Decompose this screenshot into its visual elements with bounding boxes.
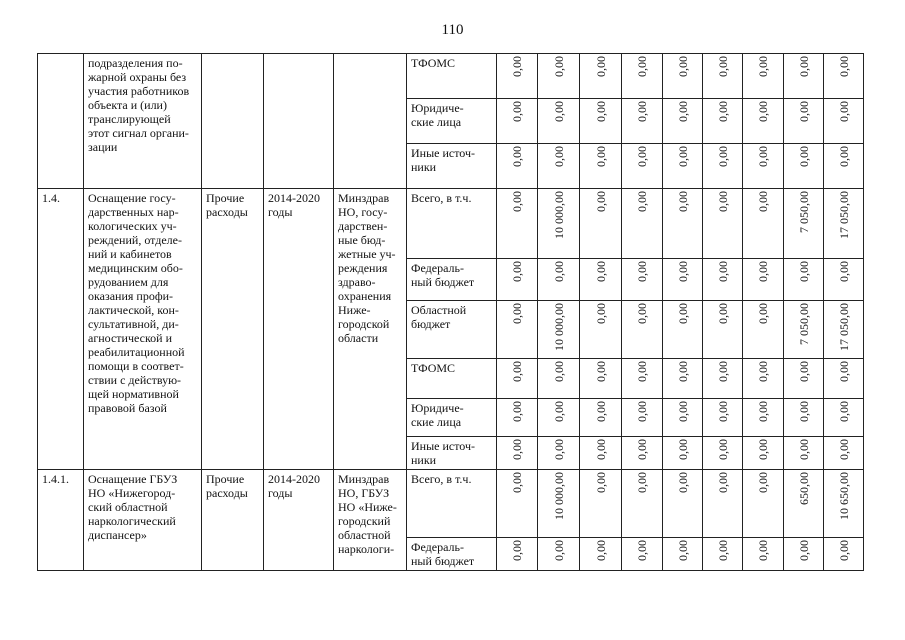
amount-cell bbox=[824, 470, 864, 538]
amount-cell bbox=[784, 189, 824, 259]
amount-value: 0,00 bbox=[635, 261, 649, 282]
expense-type-text: Прочие расходы bbox=[206, 191, 248, 219]
funding-source-text: Федераль- ный бюджет bbox=[411, 540, 475, 568]
amount-value: 650,00 bbox=[796, 472, 811, 505]
amount-value: 0,00 bbox=[836, 101, 851, 122]
amount-value: 0,00 bbox=[836, 401, 851, 422]
amount-value: 0,00 bbox=[593, 361, 608, 382]
funding-source-text: Иные источ- ники bbox=[411, 439, 476, 467]
amount-value: 0,00 bbox=[756, 191, 770, 212]
amount-cell bbox=[538, 437, 580, 470]
amount-value: 0,00 bbox=[593, 101, 608, 122]
funding-source-text: Иные источ- ники bbox=[411, 146, 476, 174]
amount-value: 0,00 bbox=[675, 146, 690, 167]
amount-cell bbox=[743, 399, 784, 437]
amount-value: 0,00 bbox=[715, 56, 730, 77]
funding-source-text: Юридиче- ские лица bbox=[411, 401, 464, 429]
table-row bbox=[38, 189, 864, 259]
amount-value: 0,00 bbox=[510, 146, 524, 167]
funding-source bbox=[407, 189, 497, 259]
funding-source bbox=[407, 399, 497, 437]
amount-value: 0,00 bbox=[510, 401, 524, 422]
measure-name bbox=[84, 189, 202, 470]
amount-cell bbox=[622, 189, 663, 259]
amount-value: 0,00 bbox=[836, 56, 851, 77]
amount-value: 0,00 bbox=[675, 101, 690, 122]
amount-value: 0,00 bbox=[715, 261, 730, 282]
amount-cell bbox=[622, 437, 663, 470]
amount-cell bbox=[538, 54, 580, 99]
amount-cell bbox=[622, 470, 663, 538]
period-text: 2014-2020 годы bbox=[268, 472, 320, 500]
amount-cell bbox=[538, 99, 580, 144]
amount-value: 0,00 bbox=[510, 361, 524, 382]
budget-table bbox=[37, 53, 864, 571]
amount-cell bbox=[497, 189, 538, 259]
amount-value: 0,00 bbox=[510, 101, 524, 122]
amount-value: 0,00 bbox=[756, 101, 770, 122]
amount-value: 0,00 bbox=[593, 472, 608, 493]
amount-cell bbox=[703, 259, 743, 301]
amount-cell bbox=[580, 99, 622, 144]
amount-cell bbox=[663, 189, 703, 259]
amount-value: 0,00 bbox=[796, 261, 811, 282]
amount-cell bbox=[497, 399, 538, 437]
amount-cell bbox=[538, 470, 580, 538]
amount-value: 0,00 bbox=[756, 540, 770, 561]
amount-value: 0,00 bbox=[635, 146, 649, 167]
amount-cell bbox=[497, 538, 538, 571]
amount-value: 10 000,00 bbox=[551, 472, 566, 520]
amount-cell bbox=[538, 301, 580, 359]
executor bbox=[334, 470, 407, 571]
amount-value: 0,00 bbox=[551, 146, 566, 167]
amount-value: 0,00 bbox=[756, 472, 770, 493]
amount-value: 10 000,00 bbox=[551, 191, 566, 239]
measure-name bbox=[84, 470, 202, 571]
amount-value: 0,00 bbox=[675, 439, 690, 460]
amount-value: 0,00 bbox=[675, 361, 690, 382]
amount-value: 0,00 bbox=[675, 472, 690, 493]
amount-value: 0,00 bbox=[510, 191, 524, 212]
amount-cell bbox=[703, 538, 743, 571]
amount-value: 0,00 bbox=[836, 361, 851, 382]
amount-value: 0,00 bbox=[635, 56, 649, 77]
amount-value: 0,00 bbox=[715, 401, 730, 422]
amount-value: 0,00 bbox=[715, 540, 730, 561]
funding-source-text: Федераль- ный бюджет bbox=[411, 261, 475, 289]
amount-value: 0,00 bbox=[675, 401, 690, 422]
amount-cell bbox=[784, 54, 824, 99]
amount-cell bbox=[663, 538, 703, 571]
funding-source-text: Юридиче- ские лица bbox=[411, 101, 464, 129]
amount-value: 0,00 bbox=[796, 361, 811, 382]
amount-cell bbox=[580, 437, 622, 470]
amount-cell bbox=[824, 538, 864, 571]
funding-source bbox=[407, 437, 497, 470]
amount-value: 0,00 bbox=[836, 146, 851, 167]
amount-cell bbox=[743, 189, 784, 259]
table-row bbox=[38, 54, 864, 99]
amount-value: 0,00 bbox=[510, 540, 524, 561]
amount-cell bbox=[824, 399, 864, 437]
amount-cell bbox=[663, 359, 703, 399]
amount-value: 0,00 bbox=[715, 439, 730, 460]
amount-cell bbox=[824, 144, 864, 189]
amount-value: 0,00 bbox=[635, 303, 649, 324]
amount-value: 0,00 bbox=[635, 101, 649, 122]
amount-value: 0,00 bbox=[675, 303, 690, 324]
amount-value: 0,00 bbox=[593, 56, 608, 77]
amount-cell bbox=[703, 359, 743, 399]
amount-value: 0,00 bbox=[796, 540, 811, 561]
funding-source bbox=[407, 144, 497, 189]
amount-cell bbox=[703, 54, 743, 99]
amount-value: 0,00 bbox=[635, 472, 649, 493]
amount-cell bbox=[622, 54, 663, 99]
amount-cell bbox=[663, 259, 703, 301]
funding-source-text: ТФОМС bbox=[411, 361, 456, 375]
amount-cell bbox=[497, 259, 538, 301]
amount-value: 0,00 bbox=[756, 361, 770, 382]
amount-value: 0,00 bbox=[551, 361, 566, 382]
amount-cell bbox=[784, 538, 824, 571]
amount-value: 0,00 bbox=[675, 191, 690, 212]
funding-source bbox=[407, 470, 497, 538]
amount-cell bbox=[497, 470, 538, 538]
amount-cell bbox=[824, 437, 864, 470]
amount-cell bbox=[703, 99, 743, 144]
amount-cell bbox=[703, 437, 743, 470]
amount-cell bbox=[743, 359, 784, 399]
amount-cell bbox=[580, 538, 622, 571]
amount-cell bbox=[580, 301, 622, 359]
amount-value: 10 650,00 bbox=[836, 472, 851, 520]
row-number bbox=[38, 54, 84, 189]
amount-cell bbox=[580, 144, 622, 189]
amount-cell bbox=[622, 399, 663, 437]
funding-source bbox=[407, 54, 497, 99]
amount-value: 17 050,00 bbox=[836, 303, 851, 351]
amount-cell bbox=[784, 259, 824, 301]
amount-cell bbox=[784, 301, 824, 359]
amount-cell bbox=[497, 54, 538, 99]
period-text: 2014-2020 годы bbox=[268, 191, 320, 219]
amount-cell bbox=[703, 399, 743, 437]
amount-value: 0,00 bbox=[675, 540, 690, 561]
amount-cell bbox=[784, 437, 824, 470]
amount-cell bbox=[824, 54, 864, 99]
row-number bbox=[38, 189, 84, 470]
amount-cell bbox=[622, 301, 663, 359]
amount-value: 0,00 bbox=[593, 540, 608, 561]
amount-value: 0,00 bbox=[593, 303, 608, 324]
amount-value: 0,00 bbox=[715, 361, 730, 382]
amount-cell bbox=[703, 470, 743, 538]
amount-cell bbox=[824, 359, 864, 399]
amount-cell bbox=[743, 54, 784, 99]
amount-value: 0,00 bbox=[593, 261, 608, 282]
funding-source bbox=[407, 359, 497, 399]
executor-text: Минздрав НО, ГБУЗ НО «Ниже- городский областной наркологи- bbox=[338, 472, 397, 556]
amount-value: 0,00 bbox=[551, 540, 566, 561]
amount-cell bbox=[622, 144, 663, 189]
funding-source-text: ТФОМС bbox=[411, 56, 456, 70]
amount-value: 0,00 bbox=[796, 101, 811, 122]
amount-cell bbox=[622, 259, 663, 301]
amount-cell bbox=[580, 470, 622, 538]
funding-source bbox=[407, 99, 497, 144]
amount-value: 0,00 bbox=[593, 401, 608, 422]
amount-value: 0,00 bbox=[635, 439, 649, 460]
amount-value: 7 050,00 bbox=[796, 191, 811, 233]
amount-cell bbox=[497, 99, 538, 144]
amount-cell bbox=[663, 99, 703, 144]
funding-source bbox=[407, 538, 497, 571]
measure-name-text: подразделения по- жарной охраны без участия работников объекта и (или) транслирующей этот сигнал органи- зации bbox=[88, 56, 190, 154]
amount-cell bbox=[622, 99, 663, 144]
amount-value: 0,00 bbox=[635, 191, 649, 212]
funding-source-text: Всего, в т.ч. bbox=[411, 472, 472, 486]
measure-name bbox=[84, 54, 202, 189]
amount-cell bbox=[538, 189, 580, 259]
table-row bbox=[38, 470, 864, 538]
amount-value: 0,00 bbox=[756, 303, 770, 324]
expense-type bbox=[202, 54, 264, 189]
amount-cell bbox=[580, 189, 622, 259]
amount-value: 0,00 bbox=[796, 146, 811, 167]
amount-cell bbox=[703, 189, 743, 259]
amount-cell bbox=[580, 399, 622, 437]
amount-value: 0,00 bbox=[593, 146, 608, 167]
amount-value: 0,00 bbox=[551, 56, 566, 77]
amount-value: 17 050,00 bbox=[836, 191, 851, 239]
executor bbox=[334, 189, 407, 470]
amount-value: 0,00 bbox=[593, 439, 608, 460]
amount-value: 0,00 bbox=[635, 401, 649, 422]
amount-value: 0,00 bbox=[675, 261, 690, 282]
row-number bbox=[38, 470, 84, 571]
amount-cell bbox=[497, 437, 538, 470]
amount-value: 0,00 bbox=[715, 303, 730, 324]
amount-value: 0,00 bbox=[796, 439, 811, 460]
amount-cell bbox=[703, 301, 743, 359]
amount-cell bbox=[824, 189, 864, 259]
expense-type bbox=[202, 189, 264, 470]
amount-cell bbox=[784, 359, 824, 399]
amount-cell bbox=[538, 359, 580, 399]
amount-cell bbox=[622, 359, 663, 399]
amount-value: 0,00 bbox=[510, 472, 524, 493]
expense-type-text: Прочие расходы bbox=[206, 472, 248, 500]
amount-value: 0,00 bbox=[715, 146, 730, 167]
measure-name-text: Оснащение госу- дарственных нар- кологических уч- реждений, отделе- ний и кабинетов медицинским обо- рудованием для оказания профи- лактической, кон- сультативной, ди- агностической и реабилитационной помощи в соответ- ствии с действую- щей нормативной правовой базой bbox=[88, 191, 185, 415]
amount-cell bbox=[497, 301, 538, 359]
amount-cell bbox=[824, 259, 864, 301]
amount-value: 0,00 bbox=[551, 439, 566, 460]
expense-type bbox=[202, 470, 264, 571]
amount-cell bbox=[703, 144, 743, 189]
amount-cell bbox=[497, 144, 538, 189]
amount-value: 0,00 bbox=[551, 261, 566, 282]
amount-value: 10 000,00 bbox=[551, 303, 566, 351]
amount-cell bbox=[580, 54, 622, 99]
amount-value: 0,00 bbox=[715, 191, 730, 212]
amount-cell bbox=[743, 144, 784, 189]
amount-cell bbox=[497, 359, 538, 399]
funding-source-text: Всего, в т.ч. bbox=[411, 191, 472, 205]
funding-source bbox=[407, 301, 497, 359]
amount-value: 0,00 bbox=[551, 401, 566, 422]
amount-value: 0,00 bbox=[635, 540, 649, 561]
amount-value: 0,00 bbox=[836, 439, 851, 460]
period bbox=[264, 470, 334, 571]
amount-value: 0,00 bbox=[715, 101, 730, 122]
amount-cell bbox=[824, 99, 864, 144]
amount-cell bbox=[743, 470, 784, 538]
amount-cell bbox=[784, 470, 824, 538]
amount-cell bbox=[743, 99, 784, 144]
amount-cell bbox=[743, 437, 784, 470]
amount-cell bbox=[743, 301, 784, 359]
amount-value: 0,00 bbox=[756, 56, 770, 77]
amount-value: 0,00 bbox=[510, 439, 524, 460]
amount-value: 0,00 bbox=[635, 361, 649, 382]
period bbox=[264, 54, 334, 189]
amount-cell bbox=[784, 399, 824, 437]
measure-name-text: Оснащение ГБУЗ НО «Нижегород- ский областной наркологический диспансер» bbox=[88, 472, 178, 542]
amount-cell bbox=[663, 144, 703, 189]
row-number-text: 1.4.1. bbox=[42, 472, 69, 486]
period bbox=[264, 189, 334, 470]
amount-cell bbox=[663, 437, 703, 470]
amount-cell bbox=[580, 259, 622, 301]
amount-value: 0,00 bbox=[593, 191, 608, 212]
amount-cell bbox=[743, 538, 784, 571]
amount-cell bbox=[580, 359, 622, 399]
row-number-text: 1.4. bbox=[42, 191, 60, 205]
amount-cell bbox=[663, 301, 703, 359]
amount-value: 0,00 bbox=[715, 472, 730, 493]
amount-cell bbox=[622, 538, 663, 571]
amount-value: 0,00 bbox=[675, 56, 690, 77]
amount-value: 0,00 bbox=[796, 401, 811, 422]
amount-value: 0,00 bbox=[796, 56, 811, 77]
amount-value: 0,00 bbox=[510, 56, 524, 77]
executor bbox=[334, 54, 407, 189]
amount-value: 0,00 bbox=[756, 261, 770, 282]
amount-value: 0,00 bbox=[756, 439, 770, 460]
amount-cell bbox=[538, 259, 580, 301]
amount-cell bbox=[784, 99, 824, 144]
funding-source-text: Областной бюджет bbox=[411, 303, 467, 331]
amount-value: 0,00 bbox=[756, 401, 770, 422]
amount-cell bbox=[824, 301, 864, 359]
amount-value: 7 050,00 bbox=[796, 303, 811, 345]
amount-cell bbox=[663, 54, 703, 99]
amount-cell bbox=[663, 399, 703, 437]
amount-value: 0,00 bbox=[551, 101, 566, 122]
funding-source bbox=[407, 259, 497, 301]
amount-cell bbox=[784, 144, 824, 189]
amount-value: 0,00 bbox=[510, 303, 524, 324]
executor-text: Минздрав НО, госу- дарствен- ные бюд- жетные уч- реждения здраво- охранения Ниже- городской области bbox=[338, 191, 396, 345]
amount-value: 0,00 bbox=[510, 261, 524, 282]
amount-value: 0,00 bbox=[836, 261, 851, 282]
amount-cell bbox=[538, 399, 580, 437]
page-number: 110 bbox=[441, 22, 464, 38]
amount-value: 0,00 bbox=[756, 146, 770, 167]
amount-cell bbox=[663, 470, 703, 538]
amount-cell bbox=[743, 259, 784, 301]
amount-cell bbox=[538, 144, 580, 189]
amount-value: 0,00 bbox=[836, 540, 851, 561]
amount-cell bbox=[538, 538, 580, 571]
